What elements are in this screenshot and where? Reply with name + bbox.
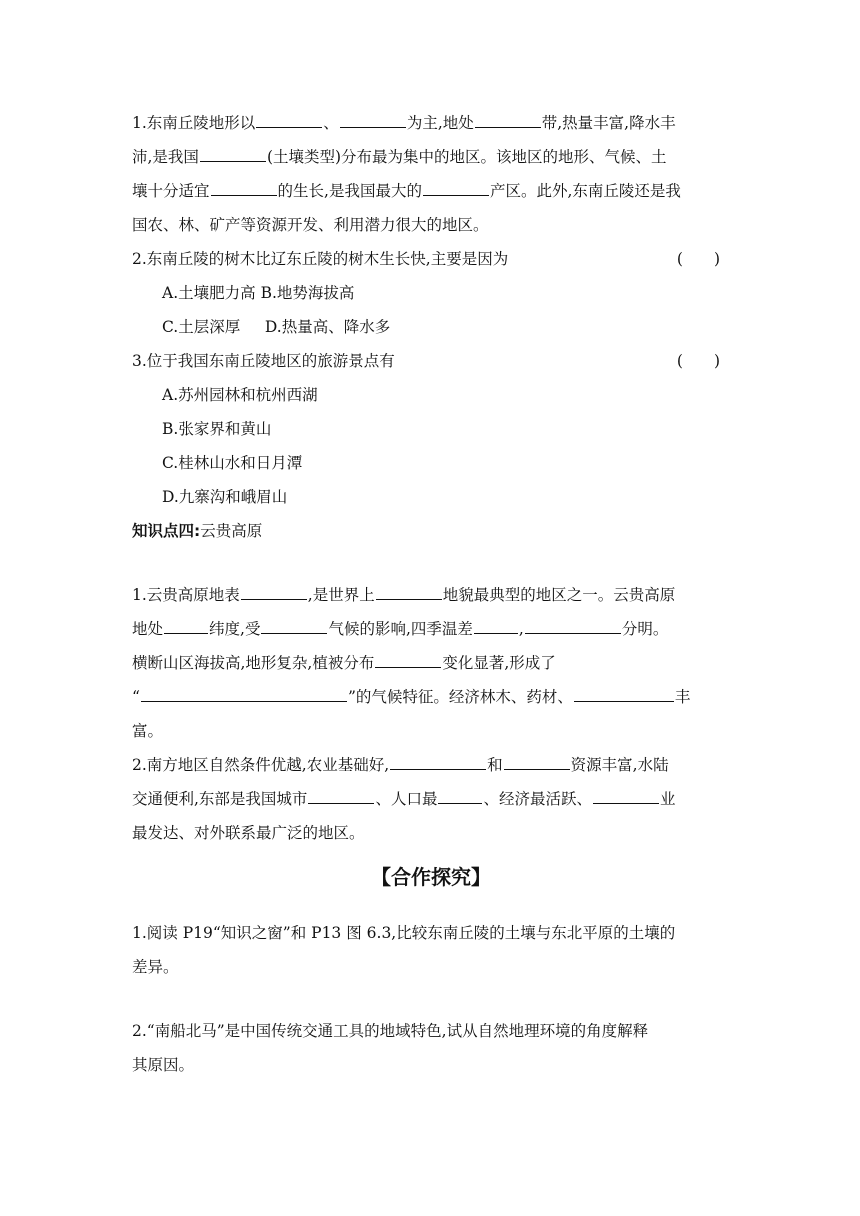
options-row [132, 310, 730, 344]
answer-blank[interactable] [376, 584, 442, 600]
text-line [132, 646, 730, 680]
text: (土壤类型)分布最为集中的地区。该地区的地形、气候、土 [266, 148, 667, 166]
text-line [132, 680, 730, 714]
text: 2.东南丘陵的树木比辽东丘陵的树木生长快,主要是因为 [132, 250, 509, 268]
text-line [132, 714, 730, 748]
text: 壤十分适宜 [132, 182, 210, 200]
text: 气候的影响,四季温差 [328, 620, 473, 638]
text-line: 差异。 [132, 958, 179, 976]
option-a[interactable]: A.土壤肥力高 [162, 284, 256, 302]
text: 资源丰富,水陆 [570, 756, 669, 774]
answer-blank[interactable] [256, 112, 322, 128]
text: 、经济最活跃、 [483, 790, 592, 808]
text: 的生长,是我国最大的 [277, 182, 422, 200]
answer-blank[interactable] [474, 618, 518, 634]
text: 、人口最 [375, 790, 438, 808]
text: 产区。此外,东南丘陵还是我 [489, 182, 681, 200]
options-row [132, 276, 730, 310]
question-hills-fill [132, 106, 730, 242]
text-line: 1.阅读 P19“知识之窗”和 P13 图 6.3,比较东南丘陵的土壤与东北平原的土壤的 [132, 924, 676, 942]
knowledge-point-heading [132, 514, 730, 548]
text: 分明。 [621, 620, 669, 638]
answer-blank[interactable] [141, 686, 347, 702]
text: 2.南方地区自然条件优越,农业基础好, [132, 756, 390, 774]
answer-blank[interactable] [308, 788, 374, 804]
text-line: 其原因。 [132, 1056, 195, 1074]
text: 富。 [132, 722, 164, 740]
text-line [132, 140, 730, 174]
answer-blank[interactable] [504, 754, 570, 770]
text: “ [132, 688, 140, 706]
spacer [132, 548, 730, 578]
text: , [518, 620, 524, 638]
question-yungui-1 [132, 578, 730, 748]
text: 地处 [132, 620, 164, 638]
text: ”的气候特征。经济林木、药材、 [347, 688, 573, 706]
text: 丰 [674, 688, 691, 706]
text: 和 [487, 756, 503, 774]
answer-blank[interactable] [423, 180, 489, 196]
answer-blank[interactable] [574, 686, 674, 702]
text-line [132, 612, 730, 646]
option-c[interactable]: C.土层深厚 [162, 318, 241, 336]
answer-blank[interactable] [164, 618, 208, 634]
text-line [132, 782, 730, 816]
text-line: 2.“南船北马”是中国传统交通工具的地域特色,试从自然地理环境的角度解释 [132, 1022, 649, 1040]
answer-blank[interactable] [211, 180, 277, 196]
question-stem [132, 242, 730, 276]
question-yungui-2 [132, 748, 730, 850]
text-line [132, 748, 730, 782]
question-2 [132, 242, 730, 344]
text: 地貌最典型的地区之一。云贵高原 [442, 586, 676, 604]
option-c[interactable]: C.桂林山水和日月潭 [162, 454, 303, 472]
inquiry-question-2 [132, 1014, 730, 1082]
text: 交通便利,东部是我国城市 [132, 790, 308, 808]
text: 为主,地处 [406, 114, 474, 132]
answer-parentheses[interactable]: ( ) [676, 352, 720, 370]
option-d[interactable]: D.热量高、降水多 [264, 318, 391, 336]
answer-blank[interactable] [200, 146, 266, 162]
answer-blank[interactable] [438, 788, 482, 804]
question-3 [132, 344, 730, 514]
answer-blank[interactable] [593, 788, 659, 804]
text-line [132, 106, 730, 140]
text-line [132, 578, 730, 612]
text: 最发达、对外联系最广泛的地区。 [132, 824, 365, 842]
text: ,是世界上 [307, 586, 375, 604]
heading-title: 云贵高原 [200, 522, 263, 540]
answer-blank[interactable] [475, 112, 541, 128]
text: 带,热量丰富,降水丰 [541, 114, 676, 132]
option-a[interactable]: A.苏州园林和杭州西湖 [162, 386, 318, 404]
text-line [132, 208, 730, 242]
text-line [132, 816, 730, 850]
spacer [132, 984, 730, 1014]
text: 、 [323, 114, 339, 132]
text: 沛,是我国 [132, 148, 199, 166]
option-b[interactable]: B.张家界和黄山 [162, 420, 272, 438]
answer-parentheses[interactable]: ( ) [676, 250, 720, 268]
text: 横断山区海拔高,地形复杂,植被分布 [132, 654, 375, 672]
text-line [132, 174, 730, 208]
text: 变化显著,形成了 [442, 654, 556, 672]
heading-label: 知识点四: [132, 522, 201, 540]
option-d[interactable]: D.九寨沟和峨眉山 [162, 488, 288, 506]
question-stem [132, 344, 730, 378]
text: 国农、林、矿产等资源开发、利用潜力很大的地区。 [132, 216, 489, 234]
option-b[interactable]: B.地势海拔高 [260, 284, 355, 302]
inquiry-question-1 [132, 916, 730, 984]
answer-blank[interactable] [525, 618, 621, 634]
answer-blank[interactable] [241, 584, 307, 600]
text: 业 [659, 790, 676, 808]
answer-blank[interactable] [375, 652, 441, 668]
text: 纬度,受 [209, 620, 261, 638]
answer-blank[interactable] [340, 112, 406, 128]
worksheet [132, 106, 730, 1082]
text: 1.云贵高原地表 [132, 586, 240, 604]
answer-blank[interactable] [390, 754, 486, 770]
text: 3.位于我国东南丘陵地区的旅游景点有 [132, 352, 395, 370]
section-title-cooperative-inquiry: 【合作探究】 [371, 865, 491, 889]
text: 1.东南丘陵地形以 [132, 114, 256, 132]
answer-blank[interactable] [261, 618, 327, 634]
